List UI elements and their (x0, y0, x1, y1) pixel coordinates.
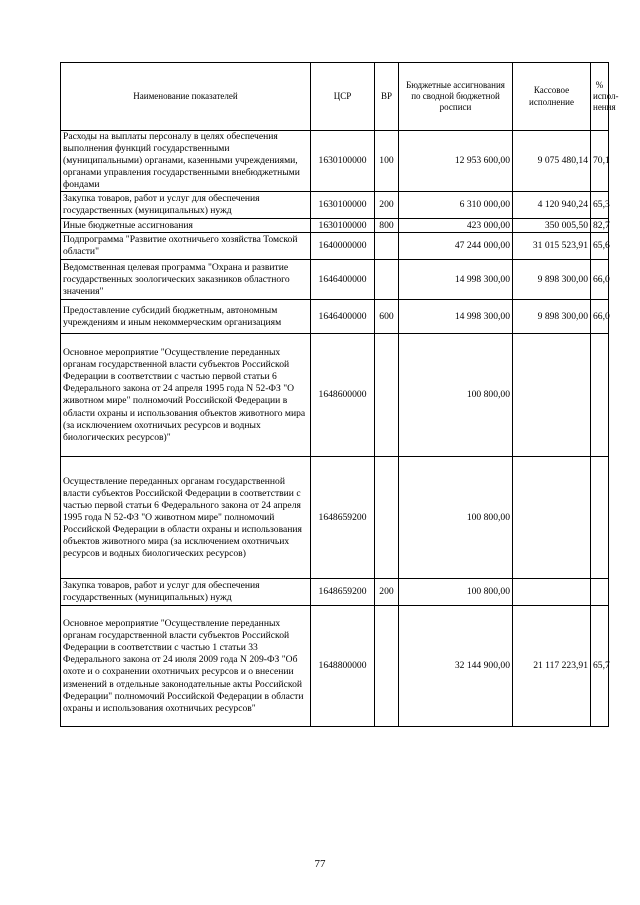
row-name: Ведомственная целевая программа "Охрана и развитие государственных зоологических заказников областного значения" (61, 260, 311, 300)
row-vr: 800 (375, 219, 399, 233)
row-cash: 9 898 300,00 (513, 300, 591, 334)
row-vr (375, 233, 399, 260)
row-name: Подпрограмма "Развитие охотничьего хозяйства Томской области" (61, 233, 311, 260)
table-row (61, 233, 609, 260)
table-row (61, 300, 609, 334)
row-cash: 21 117 223,91 (513, 606, 591, 727)
row-assigned: 423 000,00 (399, 219, 513, 233)
row-assigned: 6 310 000,00 (399, 192, 513, 219)
row-assigned: 32 144 900,00 (399, 606, 513, 727)
row-percent: 65,3 (591, 192, 609, 219)
row-name: Осуществление переданных органам государственной власти субъектов Российской Федерации в соответствии с частью первой статьи 6 Федерального закона от 24 апреля 1995 года N 52-ФЗ "О животном мире" полномочий Российской Федерации в области охраны и использования объектов животного мира (за исключением охотничьих ресурсов и водных биологических ресурсов) (61, 457, 311, 579)
row-csr: 1630100000 (311, 131, 375, 192)
row-vr (375, 334, 399, 457)
row-csr: 1648600000 (311, 334, 375, 457)
row-vr (375, 260, 399, 300)
row-percent (591, 334, 609, 457)
header-vr: ВР (375, 63, 399, 131)
row-percent: 65,7 (591, 606, 609, 727)
row-cash (513, 579, 591, 606)
table-row (61, 131, 609, 192)
row-name: Основное мероприятие "Осуществление переданных органам государственной власти субъектов Российской Федерации в соответствии с частью 1 статьи 33 Федерального закона от 24 июля 2009 года N 209-ФЗ "Об охоте и о сохранении охотничьих ресурсов и о внесении изменений в отдельные законодательные акты Российской Федерации" полномочий Российской Федерации в области охраны и использования охотничьих ресурсов" (61, 606, 311, 727)
row-percent: 82,7 (591, 219, 609, 233)
table-row (61, 579, 609, 606)
row-assigned: 47 244 000,00 (399, 233, 513, 260)
row-csr: 1630100000 (311, 219, 375, 233)
row-assigned: 100 800,00 (399, 457, 513, 579)
row-percent: 70,1 (591, 131, 609, 192)
table-row (61, 457, 609, 579)
row-assigned: 14 998 300,00 (399, 260, 513, 300)
table-row (61, 606, 609, 727)
table-row (61, 219, 609, 233)
budget-table (60, 62, 619, 727)
row-vr: 200 (375, 192, 399, 219)
table-row (61, 192, 609, 219)
row-percent: 65,6 (591, 233, 609, 260)
row-csr: 1630100000 (311, 192, 375, 219)
row-csr: 1646400000 (311, 260, 375, 300)
row-name: Закупка товаров, работ и услуг для обеспечения государственных (муниципальных) нужд (61, 192, 311, 219)
row-cash: 9 898 300,00 (513, 260, 591, 300)
header-percent: % испол- нения (591, 63, 609, 131)
row-cash: 31 015 523,91 (513, 233, 591, 260)
row-csr: 1646400000 (311, 300, 375, 334)
header-name: Наименование показателей (61, 63, 311, 131)
table-row (61, 260, 609, 300)
header-cash: Кассовое исполнение (513, 63, 591, 131)
row-percent (591, 579, 609, 606)
row-vr (375, 606, 399, 727)
row-assigned: 14 998 300,00 (399, 300, 513, 334)
page-number: 77 (314, 858, 326, 870)
row-name: Предоставление субсидий бюджетным, автономным учреждениям и иным некоммерческим организациям (61, 300, 311, 334)
row-assigned: 100 800,00 (399, 579, 513, 606)
row-percent (591, 457, 609, 579)
row-csr: 1648800000 (311, 606, 375, 727)
row-name: Расходы на выплаты персоналу в целях обеспечения выполнения функций государственными (муниципальными) органами, казенными учреждениями, органами управления государственными внебюджетными фондами (61, 131, 311, 192)
row-cash (513, 334, 591, 457)
row-cash: 4 120 940,24 (513, 192, 591, 219)
row-assigned: 12 953 600,00 (399, 131, 513, 192)
row-name: Иные бюджетные ассигнования (61, 219, 311, 233)
row-name: Основное мероприятие "Осуществление переданных органам государственной власти субъектов Российской Федерации в соответствии с частью первой статьи 6 Федерального закона от 24 апреля 1995 года N 52-ФЗ "О животном мире" полномочий Российской Федерации в области охраны и использования объектов животного мира (за исключением охотничьих ресурсов и водных биологических ресурсов)" (61, 334, 311, 457)
header-assigned: Бюджетные ассигнования по сводной бюджетной росписи (399, 63, 513, 131)
table-header-row (61, 63, 609, 131)
row-vr: 200 (375, 579, 399, 606)
row-vr: 100 (375, 131, 399, 192)
header-csr: ЦСР (311, 63, 375, 131)
row-percent: 66,0 (591, 260, 609, 300)
row-percent: 66,0 (591, 300, 609, 334)
row-csr: 1640000000 (311, 233, 375, 260)
row-csr: 1648659200 (311, 457, 375, 579)
row-vr (375, 457, 399, 579)
table-row (61, 334, 609, 457)
row-cash (513, 457, 591, 579)
row-vr: 600 (375, 300, 399, 334)
row-cash: 9 075 480,14 (513, 131, 591, 192)
row-cash: 350 005,50 (513, 219, 591, 233)
row-name: Закупка товаров, работ и услуг для обеспечения государственных (муниципальных) нужд (61, 579, 311, 606)
row-assigned: 100 800,00 (399, 334, 513, 457)
row-csr: 1648659200 (311, 579, 375, 606)
